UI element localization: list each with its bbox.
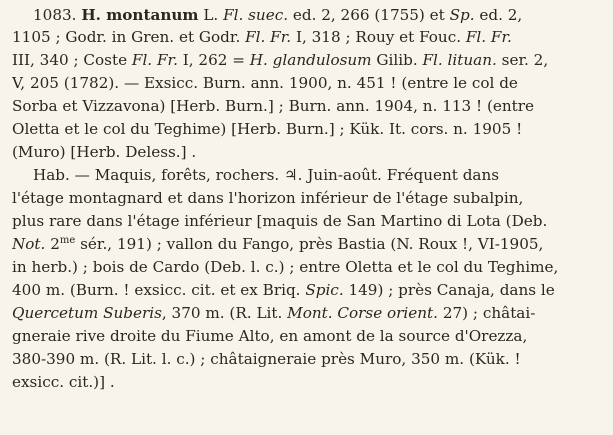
species-name: H. montanum — [81, 6, 199, 24]
habitat-line: 400 m. (Burn. ! exsicc. cit. et ex Briq. Spic. 149) ; près Canaja, dans le — [12, 281, 555, 299]
habitat-line: exsicc. cit.)] . — [12, 373, 115, 391]
synonymy-line: V, 205 (1782). — Exsicc. Burn. ann. 1900, n. 451 ! (entre le col de — [12, 74, 518, 92]
habitat-line: l'étage montagnard et dans l'horizon inférieur de l'étage subalpin, — [12, 189, 524, 207]
habitat-line: Hab. — Maquis, forêts, rochers. ♃. Juin-août. Fréquent dans — [33, 166, 500, 184]
synonymy-line: Sorba et Vizzavona) [Herb. Burn.] ; Burn. ann. 1904, n. 113 ! (entre — [12, 97, 535, 115]
synonymy-line: Oletta et le col du Teghime) [Herb. Burn.] ; Kük. It. cors. n. 1905 ! — [12, 120, 523, 138]
habitat-line: 380-390 m. (R. Lit. l. c.) ; châtaigneraie près Muro, 350 m. (Kük. ! — [12, 350, 521, 368]
synonymy-line: III, 340 ; Coste Fl. Fr. I, 262 = H. glandulosum Gilib. Fl. lituan. ser. 2, — [12, 51, 549, 69]
synonymy-line: 1105 ; Godr. in Gren. et Godr. Fl. Fr. I, 318 ; Rouy et Fouc. Fl. Fr. — [12, 28, 512, 46]
entry-heading-line — [33, 6, 613, 25]
synonymy-line-1: L. Fl. suec. ed. 2, 266 (1755) et Sp. ed. 2, — [198, 6, 523, 24]
habitat-line: gneraie rive droite du Fiume Alto, en amont de la source d'Orezza, — [12, 327, 528, 345]
habitat-line: Quercetum Suberis, 370 m. (R. Lit. Mont. Corse orient. 27) ; châtai- — [12, 304, 536, 322]
entry-number: 1083. — [33, 6, 77, 24]
synonymy-line: (Muro) [Herb. Deless.] . — [12, 143, 197, 161]
habitat-line: plus rare dans l'étage inférieur [maquis de San Martino di Lota (Deb. — [12, 212, 548, 230]
habitat-line: Not. $2^{me}$ sér., 191) ; vallon du Fango, près Bastia (N. Roux !, VI-1905, — [12, 235, 544, 253]
habitat-line: in herb.) ; bois de Cardo (Deb. l. c.) ; entre Oletta et le col du Teghime, — [12, 258, 559, 276]
